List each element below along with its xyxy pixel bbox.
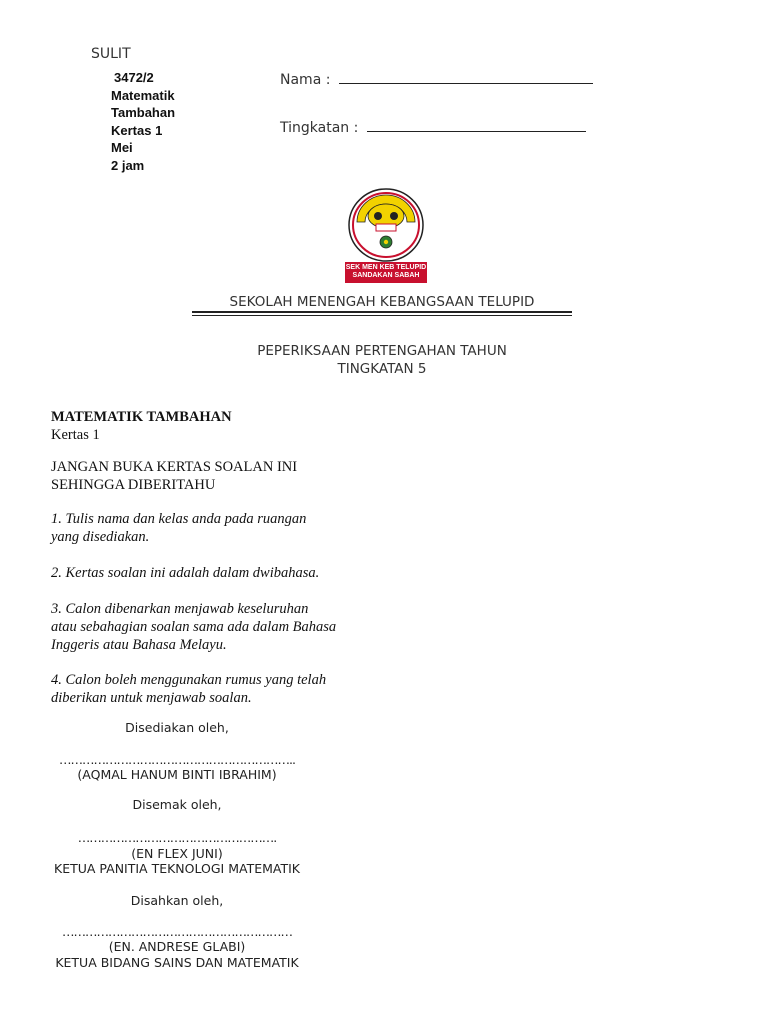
- instruction-3: 3. Calon dibenarkan menjawab keseluruhan atau sebahagian soalan sama ada dalam Bahasa Inggeris atau Bahasa Melayu.: [51, 601, 337, 653]
- subject-word-1: Matematik: [111, 87, 175, 103]
- instruction-1: 1. Tulis nama dan kelas anda pada ruangan yang disediakan.: [51, 511, 307, 545]
- checked-by-title: KETUA PANITIA TEKNOLOGI MATEMATIK: [54, 861, 300, 876]
- checked-signature-line: …………………………………………….: [77, 830, 277, 845]
- checked-by-label: Disemak oleh,: [132, 797, 222, 812]
- name-field-row: [280, 70, 593, 88]
- name-label: Nama :: [280, 72, 331, 88]
- warning-block: [51, 458, 297, 494]
- form-field-row: [280, 118, 586, 136]
- instruction-4: 4. Calon boleh menggunakan rumus yang telah diberikan untuk menjawab soalan.: [51, 672, 327, 706]
- prepared-signature-line: ……………………………………………………..: [59, 752, 295, 767]
- school-logo: [343, 188, 429, 284]
- paper-code-block: [111, 69, 175, 174]
- subject-paper: Kertas 1: [51, 427, 100, 443]
- exam-month: Mei: [111, 140, 133, 155]
- instruction-2: 2. Kertas soalan ini adalah dalam dwibahasa.: [51, 565, 320, 581]
- classification-label: SULIT: [91, 46, 131, 62]
- exam-title-line1: PEPERIKSAAN PERTENGAHAN TAHUN: [257, 343, 507, 359]
- approved-by-label: Disahkan oleh,: [130, 893, 224, 908]
- warning-line2: SEHINGGA DIBERITAHU: [51, 477, 216, 493]
- exam-duration: 2 jam: [111, 157, 145, 173]
- school-name: [192, 294, 572, 312]
- paper-code: 3472/2: [114, 70, 154, 85]
- double-rule-bottom: [192, 315, 572, 316]
- prepared-by-label: Disediakan oleh,: [125, 720, 229, 735]
- exam-title-line2: TINGKATAN 5: [337, 361, 427, 377]
- logo-banner: [345, 264, 427, 280]
- approved-signature-line: ……………………………………………………: [62, 924, 292, 939]
- form-label: Tingkatan :: [280, 120, 359, 136]
- subject-word-2: Tambahan: [111, 105, 176, 120]
- warning-line1: JANGAN BUKA KERTAS SOALAN INI: [51, 459, 298, 475]
- form-blank-line[interactable]: [367, 118, 586, 132]
- subject-block: [51, 408, 232, 444]
- logo-banner-line2: SANDAKAN SABAH: [352, 272, 420, 279]
- prepared-by-name: (AQMAL HANUM BINTI IBRAHIM): [77, 767, 277, 782]
- subject-title: MATEMATIK TAMBAHAN: [51, 409, 232, 425]
- name-blank-line[interactable]: [339, 70, 593, 84]
- exam-title: [192, 342, 572, 378]
- checked-by-name: (EN FLEX JUNI): [131, 846, 223, 861]
- approved-by-title: KETUA BIDANG SAINS DAN MATEMATIK: [55, 955, 299, 970]
- school-name-text: SEKOLAH MENENGAH KEBANGSAAN TELUPID: [229, 294, 535, 310]
- paper-number: Kertas 1: [111, 122, 163, 138]
- double-rule-top: [192, 311, 572, 313]
- approved-by-name: (EN. ANDRESE GLABI): [108, 939, 246, 954]
- logo-banner-line1: SEK MEN KEB TELUPID: [345, 264, 427, 271]
